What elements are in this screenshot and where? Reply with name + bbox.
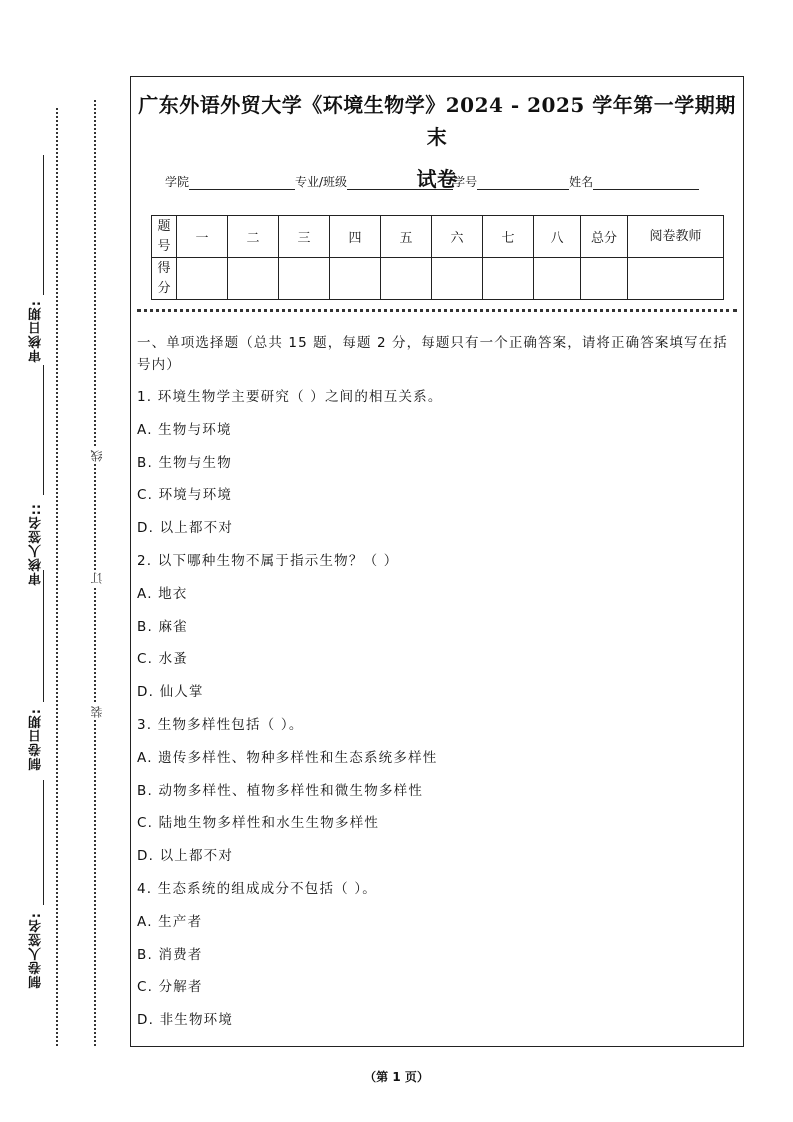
question-option: D. 以上都不对 bbox=[137, 848, 234, 865]
page-number: （第 1 页） bbox=[364, 1070, 429, 1084]
student-info-row bbox=[165, 173, 699, 190]
score-col-header: 六 bbox=[432, 216, 483, 258]
score-cell[interactable] bbox=[534, 258, 581, 300]
score-col-header: 三 bbox=[279, 216, 330, 258]
question-option: B. 动物多样性、植物多样性和微生物多样性 bbox=[137, 782, 424, 799]
question-option: C. 环境与环境 bbox=[137, 487, 233, 504]
question-list bbox=[137, 385, 739, 1041]
question-text: 1. 环境生物学主要研究（ ）之间的相互关系。 bbox=[137, 389, 443, 405]
score-table-header-row bbox=[152, 216, 724, 258]
question-option: B. 麻雀 bbox=[137, 618, 188, 635]
score-table-row1-header: 题号 bbox=[152, 216, 177, 258]
question-option: B. 消费者 bbox=[137, 946, 203, 963]
reviewer-sign-label: 审核人签名:: bbox=[29, 503, 44, 586]
question-option: D. 非生物环境 bbox=[137, 1012, 234, 1029]
maker-sign-blank-line bbox=[43, 780, 44, 905]
student-id-field[interactable] bbox=[477, 176, 569, 190]
reviewer-sign-blank-line bbox=[43, 365, 44, 495]
binding-dotted-line-outer bbox=[56, 108, 58, 1046]
score-col-header: 七 bbox=[483, 216, 534, 258]
score-col-header-total: 总分 bbox=[581, 216, 628, 258]
score-col-header: 八 bbox=[534, 216, 581, 258]
header-separator bbox=[137, 309, 737, 312]
binding-char-bind: 装 bbox=[90, 706, 104, 718]
review-date-label: 审核日期: bbox=[29, 300, 44, 363]
college-label: 学院 bbox=[165, 175, 190, 189]
question-option: A. 地衣 bbox=[137, 585, 188, 602]
question-option: A. 生物与环境 bbox=[137, 421, 232, 438]
score-table bbox=[151, 215, 724, 300]
score-col-header: 二 bbox=[228, 216, 279, 258]
make-date-label: 制卷日期: bbox=[29, 708, 44, 771]
binding-char-line: 线 bbox=[90, 450, 104, 462]
score-cell-total[interactable] bbox=[581, 258, 628, 300]
maker-sign-label: 制卷人签名: bbox=[29, 912, 44, 989]
question-option: C. 水蚤 bbox=[137, 651, 189, 668]
student-id-label: 学号 bbox=[453, 175, 478, 189]
review-date-blank-line bbox=[43, 155, 44, 295]
reviewer-cell[interactable] bbox=[628, 258, 724, 300]
score-cell[interactable] bbox=[483, 258, 534, 300]
score-cell[interactable] bbox=[330, 258, 381, 300]
binding-char-staple: 订 bbox=[90, 572, 104, 584]
question-option: A. 遗传多样性、物种多样性和生态系统多样性 bbox=[137, 749, 438, 766]
score-cell[interactable] bbox=[381, 258, 432, 300]
question-option: B. 生物与生物 bbox=[137, 454, 232, 471]
question-option: C. 陆地生物多样性和水生生物多样性 bbox=[137, 815, 380, 832]
question-option: C. 分解者 bbox=[137, 979, 203, 996]
score-col-header: 四 bbox=[330, 216, 381, 258]
score-cell[interactable] bbox=[177, 258, 228, 300]
score-table-score-row bbox=[152, 258, 724, 300]
section1-heading: 一、单项选择题（总共 15 题，每题 2 分，每题只有一个正确答案，请将正确答案填写在括号内） bbox=[137, 335, 728, 373]
exam-title-line1: 广东外语外贸大学《环境生物学》2024 - 2025 学年第一学期期末 bbox=[138, 93, 736, 149]
question-text: 4. 生态系统的组成成分不包括（ ）。 bbox=[137, 880, 378, 897]
question-option: D. 仙人掌 bbox=[137, 684, 204, 701]
reviewer-col-header: 阅卷教师 bbox=[628, 216, 724, 258]
question-option: D. 以上都不对 bbox=[137, 520, 234, 537]
make-date-blank-line bbox=[43, 570, 44, 702]
score-col-header: 五 bbox=[381, 216, 432, 258]
name-label: 姓名 bbox=[569, 175, 594, 189]
score-cell[interactable] bbox=[432, 258, 483, 300]
question-text: 3. 生物多样性包括（ ）。 bbox=[137, 716, 304, 733]
question-option: A. 生产者 bbox=[137, 913, 203, 930]
score-table-row2-header: 得分 bbox=[152, 258, 177, 300]
college-field[interactable] bbox=[189, 176, 295, 190]
name-field[interactable] bbox=[593, 176, 699, 190]
question-text: 2. 以下哪种生物不属于指示生物？（ ） bbox=[137, 552, 399, 569]
exam-frame bbox=[130, 76, 744, 1047]
score-cell[interactable] bbox=[228, 258, 279, 300]
score-col-header: 一 bbox=[177, 216, 228, 258]
score-cell[interactable] bbox=[279, 258, 330, 300]
major-class-label: 专业/班级 bbox=[295, 175, 348, 189]
exam-title-line2: 试卷 bbox=[416, 167, 458, 191]
major-class-field[interactable] bbox=[347, 176, 453, 190]
